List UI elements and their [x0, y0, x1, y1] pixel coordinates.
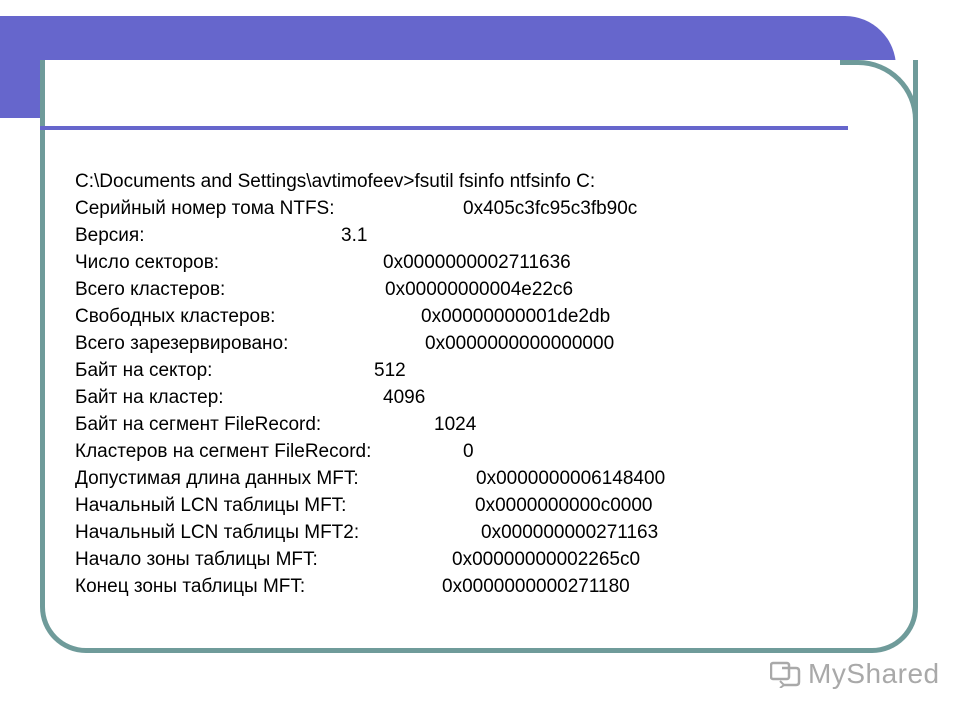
info-key: Байт на кластер: [75, 387, 224, 408]
info-value: 4096 [383, 387, 426, 408]
info-value: 0x0000000000c0000 [475, 495, 653, 516]
info-row [75, 438, 875, 465]
info-key: Всего зарезервировано: [75, 333, 289, 354]
info-key: Допустимая длина данных MFT: [75, 468, 359, 489]
myshared-watermark [770, 656, 940, 692]
info-value: 0x00000000002265c0 [452, 549, 641, 570]
info-value: 0x00000000001de2db [421, 306, 611, 327]
info-row [75, 276, 875, 303]
myshared-logo-icon [770, 660, 802, 688]
info-value: 0x405c3fc95c3fb90c [463, 198, 638, 219]
info-row [75, 492, 875, 519]
info-key: Число секторов: [75, 252, 220, 273]
info-key: Начало зоны таблицы MFT: [75, 549, 318, 570]
info-row [75, 465, 875, 492]
info-value: 3.1 [341, 225, 368, 246]
info-row [75, 411, 875, 438]
command-text: C:\Documents and Settings\avtimofeev>fsutil fsinfo ntfsinfo C: [75, 171, 596, 192]
ntfsinfo-output [75, 168, 875, 600]
info-key: Свободных кластеров: [75, 306, 276, 327]
info-key: Начальный LCN таблицы MFT2: [75, 522, 360, 543]
info-value: 0x00000000004e22c6 [385, 279, 574, 300]
info-value: 512 [374, 360, 406, 381]
info-key: Версия: [75, 225, 145, 246]
header-divider [40, 126, 848, 130]
info-row [75, 195, 875, 222]
info-key: Кластеров на сегмент FileRecord: [75, 441, 372, 462]
info-row [75, 222, 875, 249]
info-key: Конец зоны таблицы MFT: [75, 576, 306, 597]
info-row [75, 573, 875, 600]
info-row [75, 303, 875, 330]
info-key: Серийный номер тома NTFS: [75, 198, 335, 219]
info-row [75, 357, 875, 384]
info-value: 0x0000000006148400 [476, 468, 666, 489]
info-value: 1024 [434, 414, 477, 435]
info-row [75, 519, 875, 546]
command-line [75, 168, 875, 195]
info-key: Байт на сегмент FileRecord: [75, 414, 322, 435]
info-row [75, 249, 875, 276]
info-row [75, 330, 875, 357]
info-value: 0x0000000000000000 [425, 333, 615, 354]
info-key: Начальный LCN таблицы MFT: [75, 495, 347, 516]
info-value: 0x0000000002711636 [383, 252, 571, 273]
info-row [75, 384, 875, 411]
info-key: Всего кластеров: [75, 279, 226, 300]
info-value: 0x0000000000271180 [442, 576, 630, 597]
watermark-text: MyShared [808, 658, 940, 689]
info-value: 0 [463, 441, 474, 462]
info-value: 0x000000000271163 [481, 522, 659, 543]
info-row [75, 546, 875, 573]
info-key: Байт на сектор: [75, 360, 213, 381]
